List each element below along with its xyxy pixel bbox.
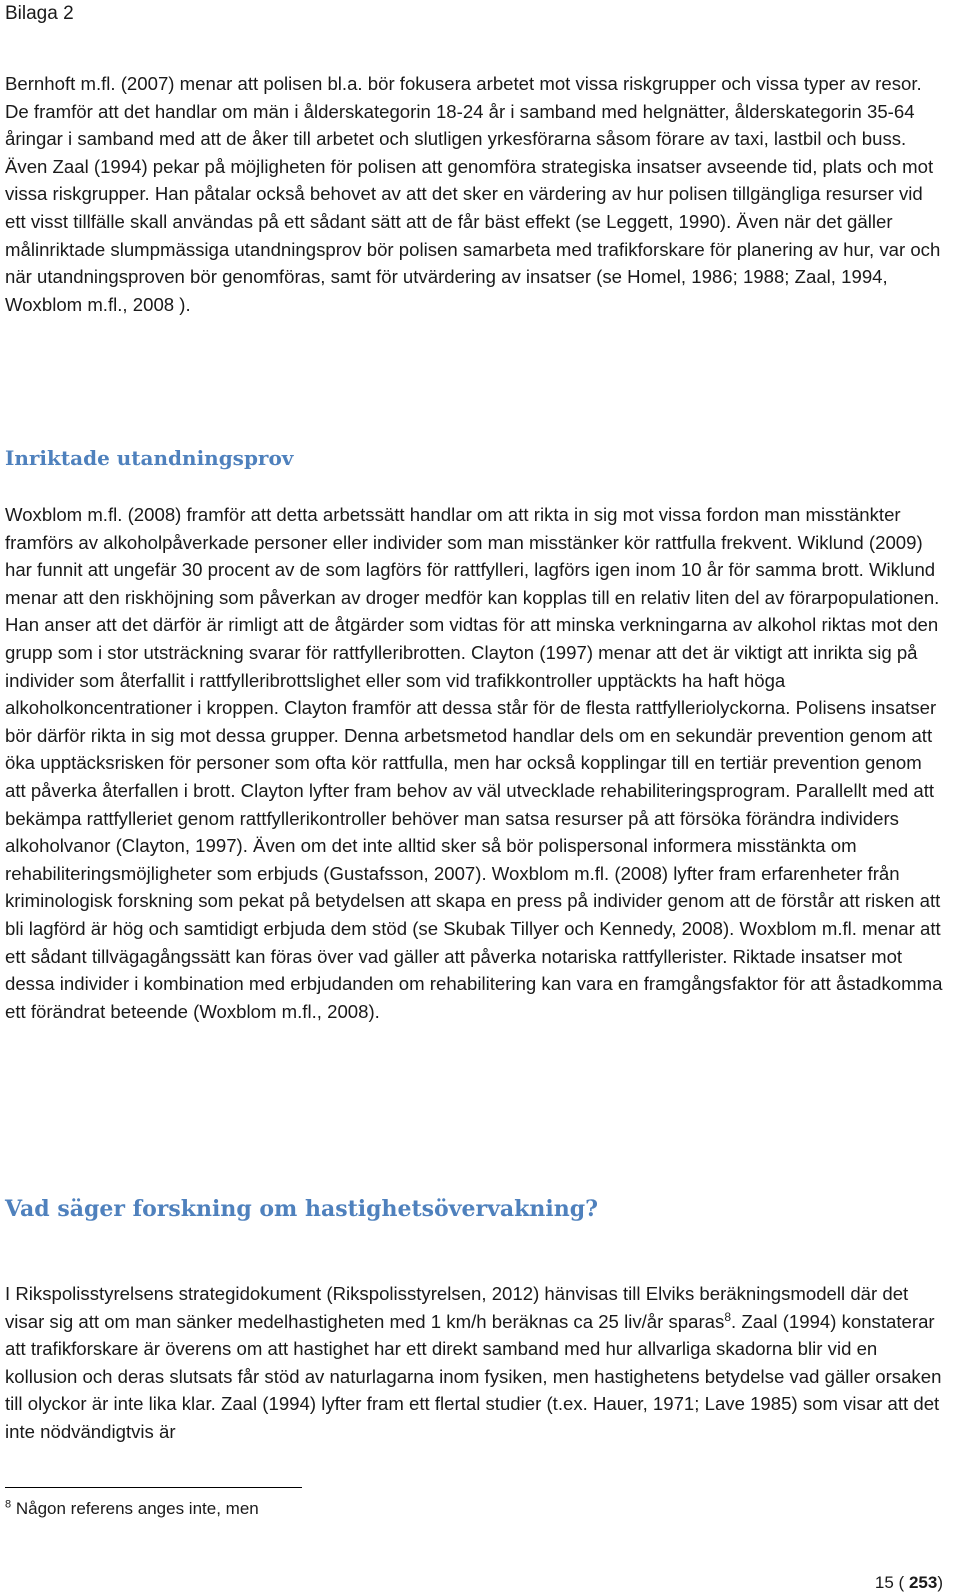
section-heading-speed-monitoring: Vad säger forskning om hastighetsövervakning? bbox=[5, 1196, 599, 1222]
appendix-label: Bilaga 2 bbox=[5, 3, 74, 24]
footnote-reference-mark: 8 bbox=[724, 1309, 731, 1324]
page-number-close-paren: ) bbox=[937, 1573, 943, 1592]
footnote bbox=[5, 1496, 259, 1522]
page-number-open-paren: ( bbox=[898, 1573, 905, 1592]
paragraph-riskgroups: Bernhoft m.fl. (2007) menar att polisen bl.a. bör fokusera arbetet mot vissa riskgrupper och vissa typer av resor. De framför att det handlar om män i ålderskategorin 18-24 år i samband med helgnätter, ålderskategorin 35-64 åringar i samband med att de åker till arbetet och slutligen yrkesförarna såsom förare av taxi, lastbil och buss. Även Zaal (1994) pekar på möjligheten för polisen att genomföra strategiska insatser avseende tid, plats och mot vissa riskgrupper. Han påtalar också behovet av att det sker en värdering av hur polisen tillgängliga resurser vid ett visst tillfälle skall användas på ett sådant sätt att de får bäst effekt (se Leggett, 1990). Även när det gäller målinriktade slumpmässiga utandningsprov bör polisen samarbeta med trafikforskare för planering av hur, var och när utandningsproven bör genomföras, samt för utvärdering av insatser (se Homel, 1986; 1988; Zaal, 1994, Woxblom m.fl., 2008 ). bbox=[5, 73, 941, 315]
section-heading-inriktade-utandningsprov: Inriktade utandningsprov bbox=[5, 446, 294, 470]
paragraph-text-after-ref: . Zaal (1994) konstaterar att trafikforskare är överens om att hastighet har ett direkt samband med hur allvarliga skadorna blir vid en kollusion och deras slutsats får stöd av naturlagarna inom fysiken, men hastighetens betydelse vad gäller orsaken till olyckor är inte lika klar. Zaal (1994) lyfter fram ett flertal studier (t.ex. Hauer, 1971; Lave 1985) som visar att det inte nödvändigtvis är bbox=[5, 1310, 942, 1442]
paragraph-speed-research bbox=[5, 1280, 947, 1446]
page-number-total: 253 bbox=[908, 1573, 938, 1592]
paragraph-text-before-ref: I Rikspolisstyrelsens strategidokument (Rikspolisstyrelsen, 2012) hänvisas till Elviks beräkningsmodell där det visar sig att om man sänker medelhastigheten med 1 km/h beräknas ca 25 liv/år sparas bbox=[5, 1283, 909, 1332]
page-number-current: 15 bbox=[874, 1573, 894, 1592]
paragraph-targeted-breath-tests: Woxblom m.fl. (2008) framför att detta arbetssätt handlar om att rikta in sig mot vissa fordon man misstänkter framförs av alkoholpåverkade personer eller individer som man misstänker kör rattfulla frekvent. Wiklund (2009) har funnit att ungefär 30 procent av de som lagförs för rattfylleri, lagförs igen inom 10 år för samma brott. Wiklund menar att den riskhöjning som påverkan av droger medför kan kopplas till en relativ liten del av förarpopulationen. Han anser att det därför är rimligt att de åtgärder som vidtas för att minska verkningarna av alkohol riktas mot den grupp som i stor utsträckning svarar för rattfylleribrotten. Clayton (1997) menar att det är viktigt att inrikta sig på individer som återfallit i rattfylleribrottslighet eller som vid trafikkontroller upptäckts ha haft höga alkoholkoncentrationer i kroppen. Clayton framför att dessa står för de flesta rattfylleriolyckorna. Polisens insatser bör därför rikta in sig mot dessa grupper. Denna arbetsmetod handlar dels om en sekundär prevention genom att öka upptäcksrisken för personer som ofta kör rattfulla, men har också kopplingar till en tertiär prevention genom att påverka återfallen i brott. Clayton lyfter fram behov av väl utvecklade rehabiliteringsprogram. Parallellt med att bekämpa rattfylleriet genom rattfyllerikontroller behöver man satsa resurser på att försöka förändra individers alkoholvanor (Clayton, 1997). Även om det inte alltid sker så bör polispersonal informera misstänkta om rehabiliteringsmöjligheter som erbjuds (Gustafsson, 2007). Woxblom m.fl. (2008) lyfter fram erfarenheter från kriminologisk forskning som pekat på betydelsen att skapa en press på individer genom att de förstår att risken att bli lagförd är hög och samtidigt erbjuda dem stöd (se Skubak Tillyer och Kennedy, 2008). Woxblom m.fl. menar att ett sådant tillvägagångssätt kan föras över vad gäller att påverka notariska rattfyllerister. Riktade insatser mot dessa individer i kombination med erbjudanden om rehabilitering kan vara en framgångsfaktor för att åstadkomma ett förändrat beteende (Woxblom m.fl., 2008). bbox=[5, 504, 943, 1022]
footnote-separator bbox=[5, 1487, 302, 1488]
page-number bbox=[875, 1572, 943, 1594]
footnote-text: Någon referens anges inte, men bbox=[15, 1499, 259, 1518]
footnote-mark: 8 bbox=[5, 1498, 12, 1511]
